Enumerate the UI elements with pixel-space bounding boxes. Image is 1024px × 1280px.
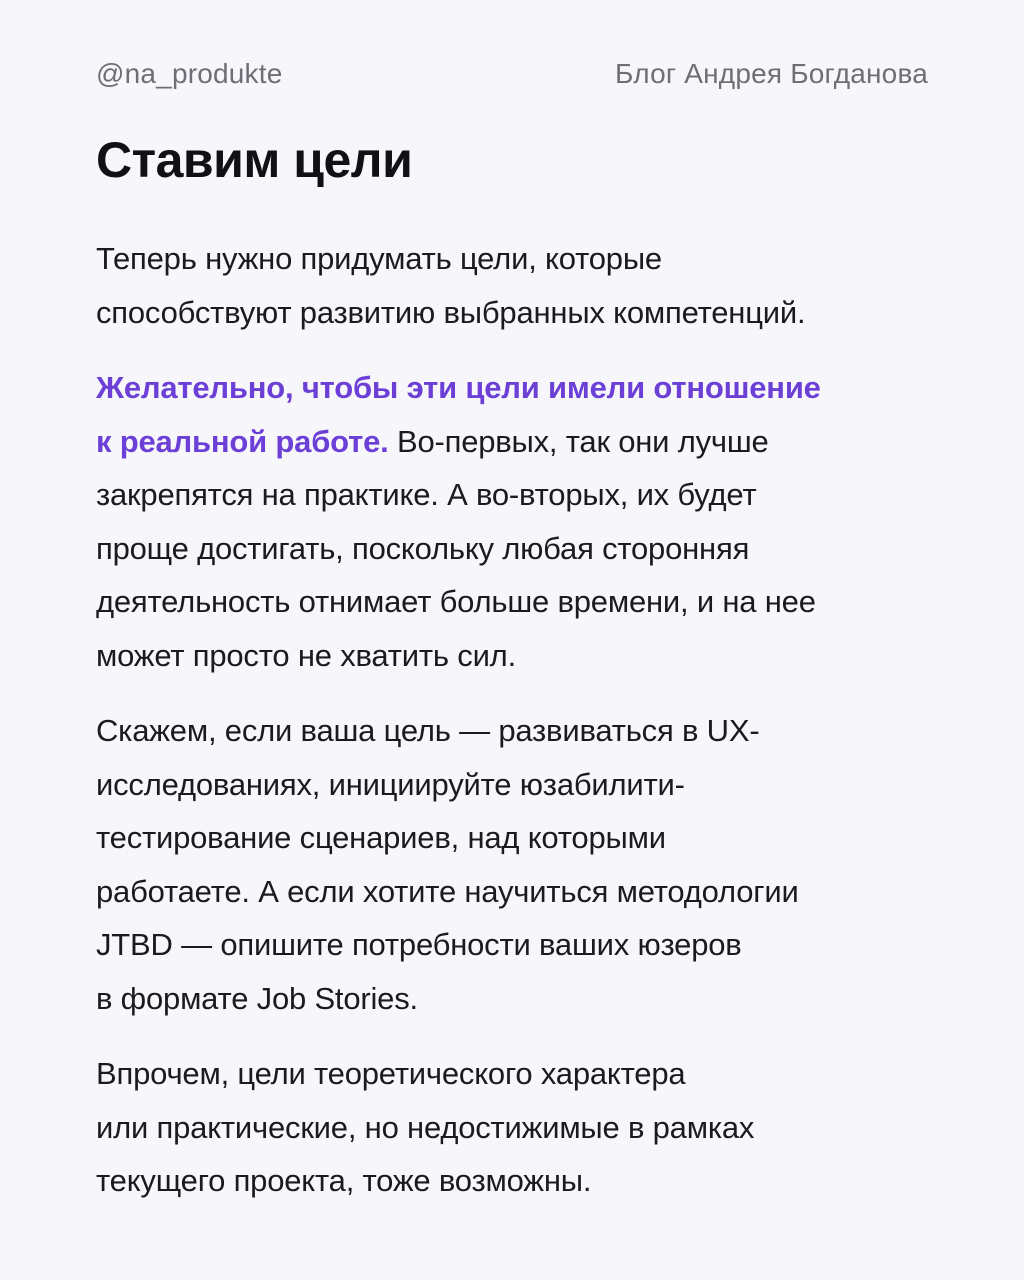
page-header [96,56,928,92]
article-body [96,232,936,1230]
page-title: Ставим цели [96,132,413,188]
text-line: JTBD — опишите потребности ваших юзеров [96,927,742,962]
blog-name: Блог Андрея Богданова [614,58,928,89]
text-line: Впрочем, цели теоретического характера [96,1056,686,1091]
text-line: или практические, но недостижимые в рамках [96,1109,755,1145]
text-line: текущего проекта, тоже возможны. [96,1163,592,1198]
text-line: Скажем, если ваша цель — развиваться в UX- [96,713,760,748]
text-fragment: Во-первых, так они лучше [388,423,769,459]
paragraph-highlight [96,361,936,682]
author-handle: @na_produkte [96,58,283,89]
text-line: тестирование сценариев, над которыми [96,820,666,855]
text-line: работаете. А если хотите научиться методологии [96,873,799,909]
text-line: в формате Job Stories. [96,980,418,1016]
text-line: Теперь нужно придумать цели, которые [96,241,662,276]
highlight-text: Желательно, чтобы эти цели имели отношение [96,370,821,405]
text-line: способствуют развитию выбранных компетенций. [96,294,806,330]
paragraph-example [96,704,936,1025]
text-line: деятельность отнимает больше времени, и на нее [96,584,816,619]
text-line: проще достигать, поскольку любая сторонняя [96,530,750,566]
text-line: может просто не хватить сил. [96,637,516,673]
text-line: закрепятся на практике. А во-вторых, их будет [96,477,757,512]
highlight-text: к реальной работе. [96,423,389,459]
text-line [96,415,936,469]
paragraph-intro [96,232,936,339]
paragraph-conclusion [96,1047,936,1208]
text-line: исследованиях, инициируйте юзабилити- [96,766,685,802]
